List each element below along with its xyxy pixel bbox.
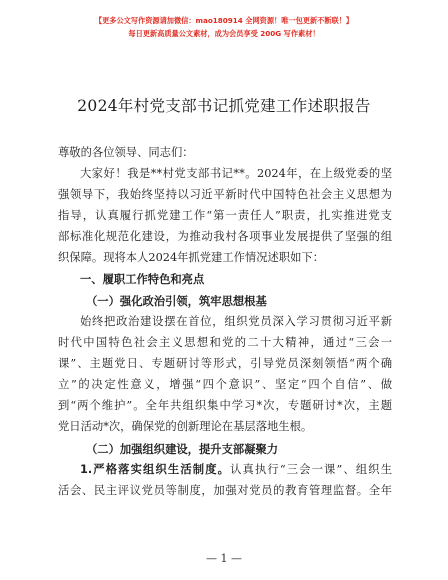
section-heading: 一、履职工作特色和亮点: [80, 273, 205, 286]
page-number: — 1 —: [206, 552, 242, 565]
salutation: 尊敬的各位领导、同志们：: [58, 146, 194, 159]
numbered-item-heading: [80, 463, 392, 477]
numbered-item-text: 认真执行“三会一课”、组织生: [230, 463, 392, 476]
paragraph-line: 时代中国特色社会主义思想和党的二十大精神，通过“三会一: [58, 336, 392, 349]
paragraph-line: 始终把政治建设摆在首位，组织党员深入学习贯彻习近平新: [80, 315, 392, 328]
paragraph-line: 大家好！我是**村党支部书记**。2024年，在上级党委的坚: [80, 167, 392, 180]
subsection-heading: （二）加强组织建设，提升支部凝聚力: [86, 442, 279, 456]
paragraph-line: 织保障。现将本人2024年抓党建工作情况述职如下：: [58, 251, 324, 264]
paragraph-line: 部标准化规范化建设，为推动我村各项事业发展提供了坚强的组: [58, 230, 392, 243]
paragraph-line: 立”的决定性意义，增强“四个意识”、坚定“四个自信”、做: [58, 378, 392, 391]
promo-banner-line-1: 【更多公文写作资源请加微信：mao180914 全网资源！唯一包更新不断联！】: [94, 16, 354, 25]
paragraph-line: 活会、民主评议党员等制度，加强对党员的教育管理监督。全年: [58, 484, 392, 497]
subsection-heading: （一）强化政治引领，筑牢思想根基: [86, 294, 267, 308]
numbered-item-title: 1.严格落实组织生活制度。: [80, 463, 231, 476]
paragraph-line: 指导，认真履行抓党建工作“第一责任人”职责，扎实推进党支: [58, 209, 392, 222]
paragraph-line: 党日活动*次，确保党的创新理论在基层落地生根。: [58, 420, 313, 433]
paragraph-line: 强领导下，我始终坚持以习近平新时代中国特色社会主义思想为: [58, 188, 392, 201]
paragraph-line: 课”、主题党日、专题研讨等形式，引导党员深刻领悟“两个确: [58, 357, 392, 370]
paragraph-line: 到“两个维护”。全年共组织集中学习*次，专题研讨*次，主题: [58, 399, 392, 412]
promo-banner-line-2: 每日更新高质量公文素材，成为会员享受 200G 写作素材！: [128, 29, 320, 38]
document-title: 2024年村党支部书记抓党建工作述职报告: [77, 97, 371, 115]
